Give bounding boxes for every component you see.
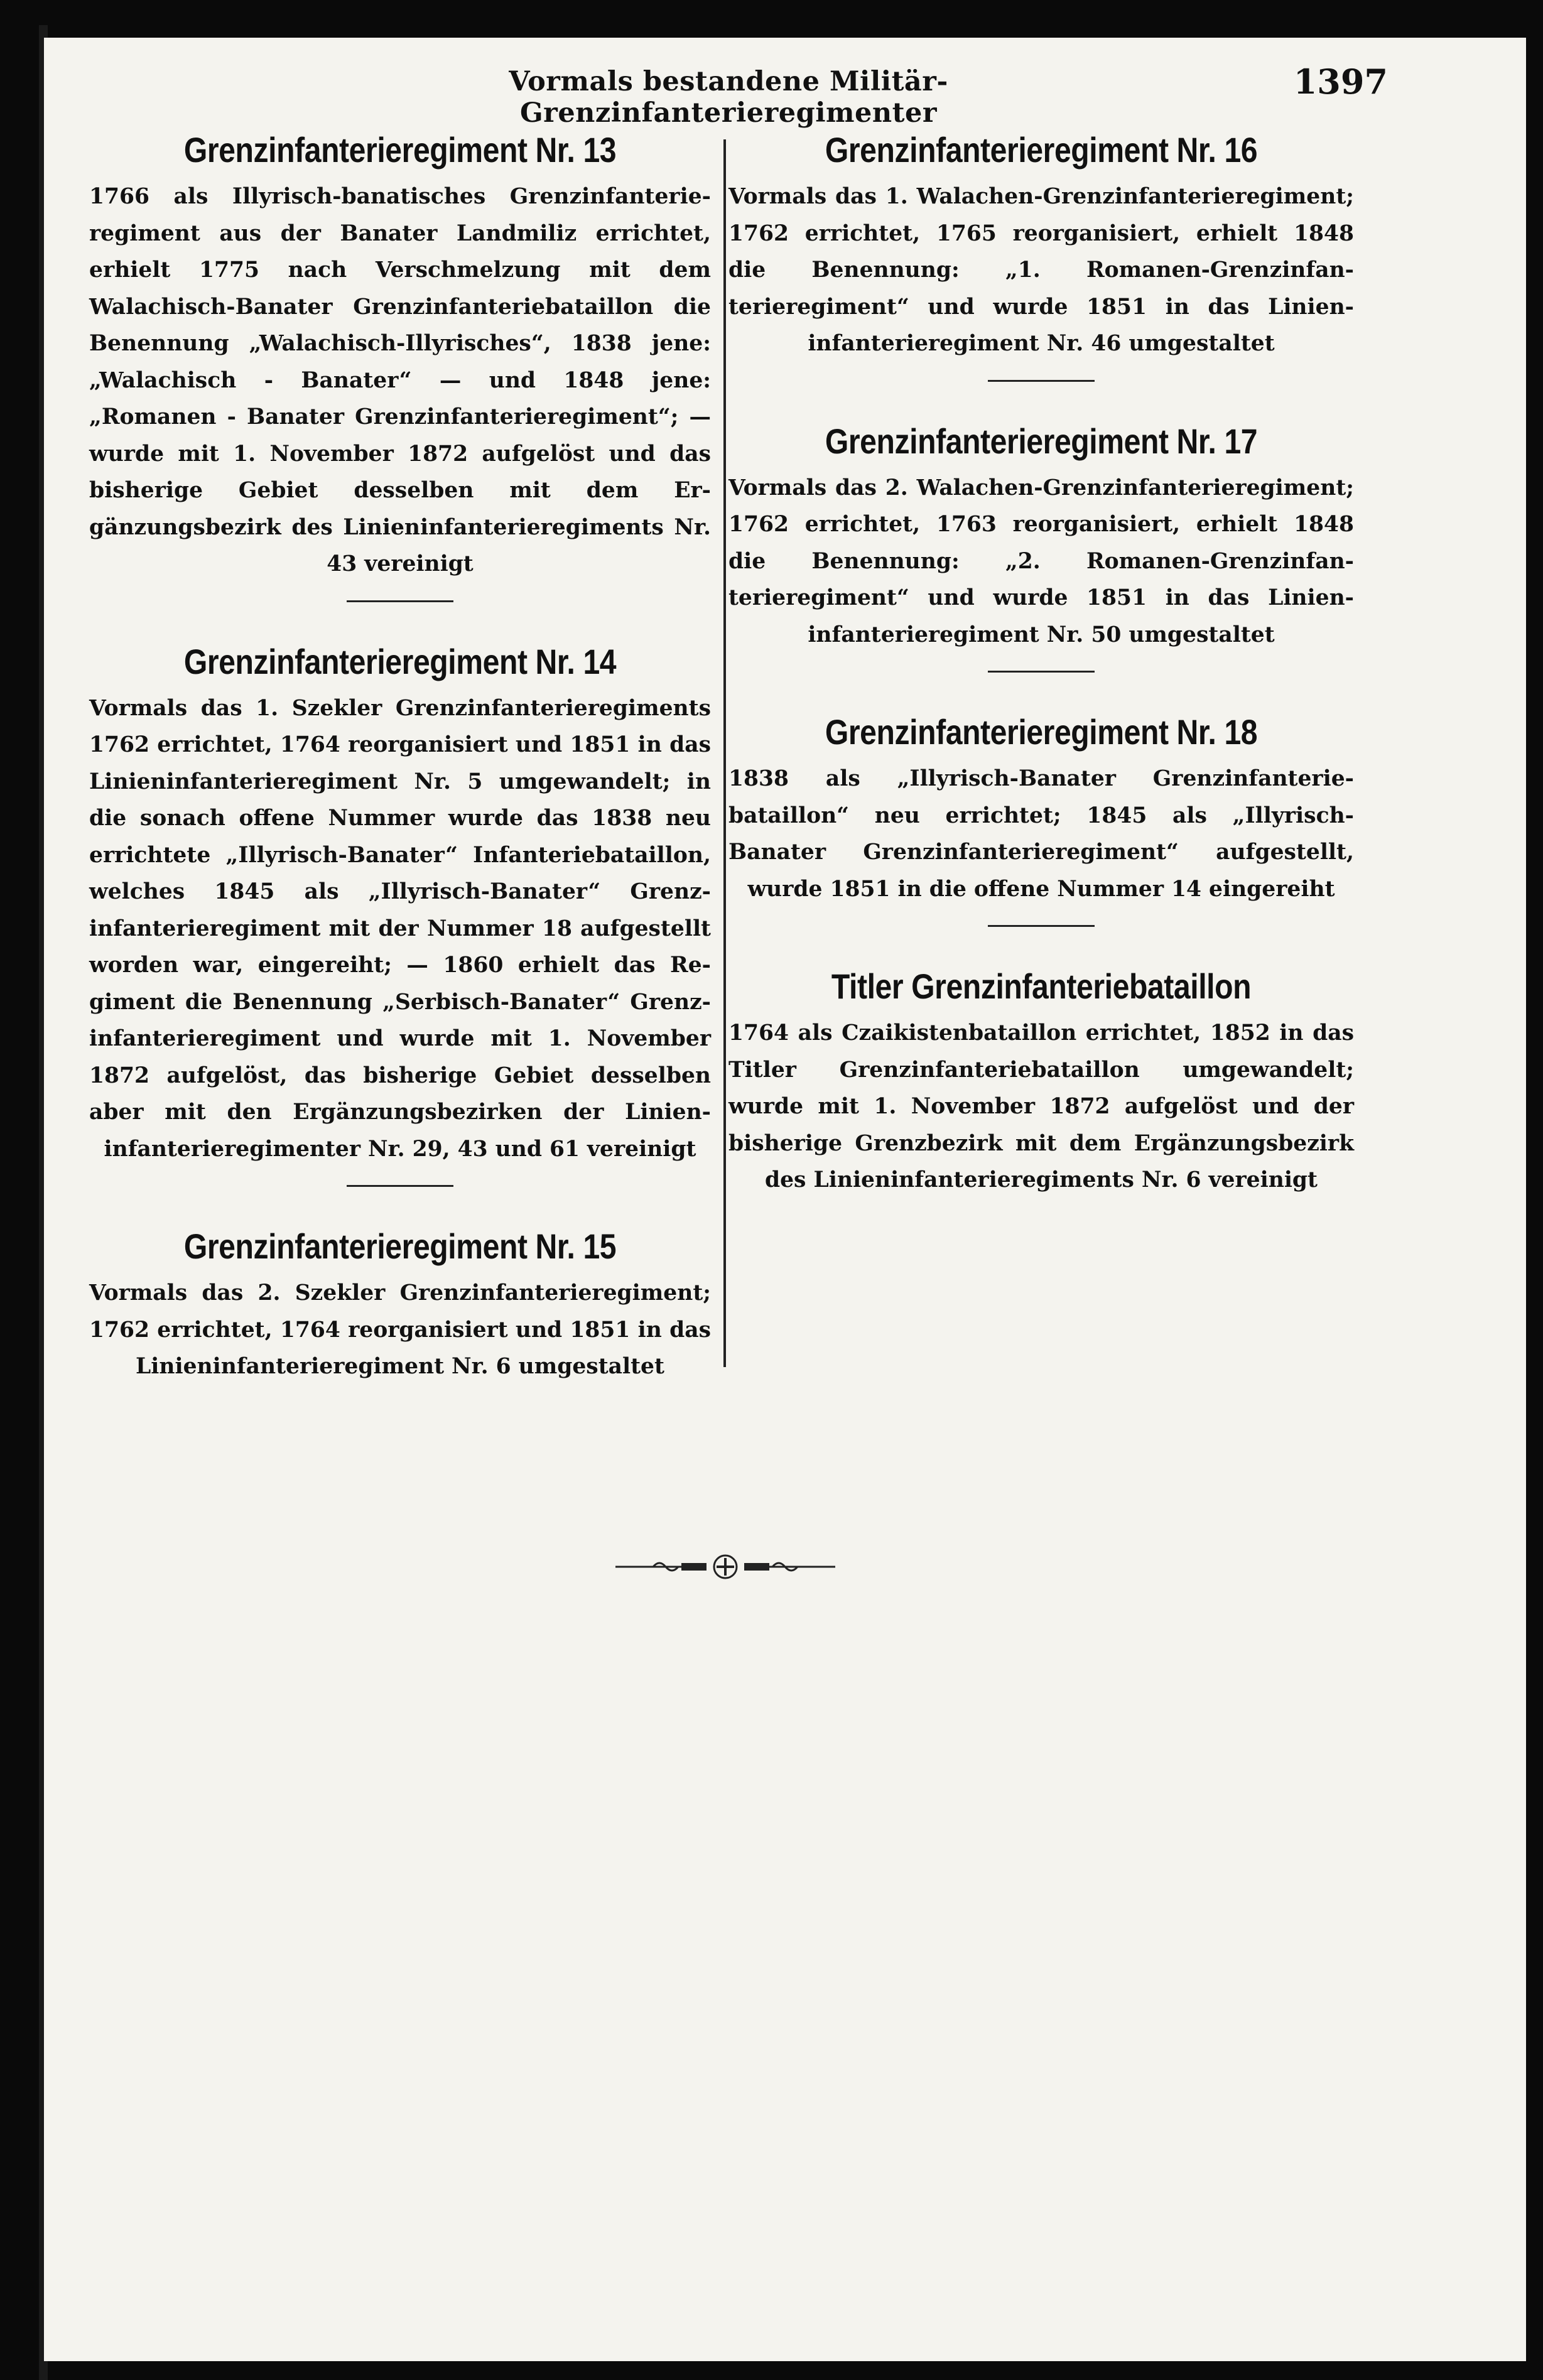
- left-column: [89, 126, 711, 1385]
- section-regiment-14: [89, 637, 711, 1187]
- section-rule: [988, 925, 1095, 927]
- section-text: 1764 als Czaikistenbataillon errichtet, 1852 in das Titler Grenzinfanteriebataillon umgewandelt; wurde mit 1. November 1872 aufgelöst und der bisherige Grenzbezirk mit dem Ergänzungsbezirk des Linieninfanterieregiments Nr. 6 vereinigt: [728, 1020, 1354, 1193]
- section-rule: [988, 380, 1095, 382]
- section-text: 1838 als „Illyrisch-Banater Grenzinfanteriebataillon“ neu errichtet; 1845 als „Illyrisch-Banater Grenzinfanterieregiment“ aufgestellt, wurde 1851 in die offene Nummer 14 eingereiht: [728, 766, 1354, 902]
- section-regiment-15: [89, 1222, 711, 1385]
- section-regiment-18: [728, 708, 1354, 927]
- right-column: [728, 126, 1354, 1199]
- section-heading: Titler Grenzinfanteriebataillon: [831, 966, 1252, 1006]
- section-rule: [347, 1185, 453, 1187]
- section-regiment-13: [89, 126, 711, 602]
- section-rule: [988, 671, 1095, 673]
- section-heading: Grenzinfanterieregiment Nr. 17: [825, 421, 1258, 461]
- section-heading: Grenzinfanterieregiment Nr. 14: [183, 641, 617, 681]
- section-heading: Grenzinfanterieregiment Nr. 18: [825, 712, 1258, 752]
- end-ornament-icon: [615, 1554, 835, 1579]
- section-rule: [347, 600, 453, 602]
- running-title: Vormals bestandene Militär-Grenzinfanterieregimenter: [509, 66, 948, 129]
- section-heading: Grenzinfanterieregiment Nr. 16: [825, 130, 1258, 170]
- page-number: 1397: [1293, 62, 1388, 102]
- section-regiment-17: [728, 417, 1354, 673]
- section-text: Vormals das 2. Szekler Grenzinfanterieregiment; 1762 errichtet, 1764 reorganisiert und 1851 in das Linieninfanterieregiment Nr. 6 umgestaltet: [89, 1280, 711, 1379]
- section-titler-bataillon: [728, 962, 1354, 1199]
- section-regiment-16: [728, 126, 1354, 382]
- section-text: Vormals das 2. Walachen-Grenzinfanterieregiment; 1762 errichtet, 1763 reorganisiert, erhielt 1848 die Benennung: „2. Romanen-Grenzinfanterieregiment“ und wurde 1851 in das Linieninfanterieregiment Nr. 50 umgestaltet: [728, 475, 1354, 647]
- section-text: Vormals das 1. Walachen-Grenzinfanterieregiment; 1762 errichtet, 1765 reorganisiert, erhielt 1848 die Benennung: „1. Romanen-Grenzinfanterieregiment“ und wurde 1851 in das Linieninfanterieregiment Nr. 46 umgestaltet: [728, 184, 1354, 356]
- section-text: Vormals das 1. Szekler Grenzinfanterieregiments 1762 errichtet, 1764 reorganisiert und 1851 in das Linieninfanterieregiment Nr. 5 umgewandelt; in die sonach offene Nummer wurde das 1838 neu errichtete „Illyrisch-Banater“ Infanteriebataillon, welches 1845 als „Illyrisch-Banater“ Grenzinfanterieregiment mit der Nummer 18 aufgestellt worden war, eingereiht; — 1860 erhielt das Regiment die Benennung „Serbisch-Banater“ Grenzinfanterieregiment und wurde mit 1. November 1872 aufgelöst, das bisherige Gebiet desselben aber mit den Ergänzungsbezirken der Linieninfanterieregimenter Nr. 29, 43 und 61 vereinigt: [89, 695, 711, 1162]
- section-heading: Grenzinfanterieregiment Nr. 13: [183, 130, 617, 170]
- section-text: 1766 als Illyrisch-banatisches Grenzinfanterieregiment aus der Banater Landmiliz errichtet, erhielt 1775 nach Verschmelzung mit dem Walachisch-Banater Grenzinfanteriebataillon die Benennung „Walachisch-Illyrisches“, 1838 jene: „Walachisch - Banater“ — und 1848 jene: „Romanen - Banater Grenzinfanterieregiment“; — wurde mit 1. November 1872 aufgelöst und das bisherige Gebiet desselben mit dem Ergänzungsbezirk des Linieninfanterieregiments Nr. 43 vereinigt: [89, 184, 711, 576]
- section-heading: Grenzinfanterieregiment Nr. 15: [183, 1226, 617, 1266]
- column-divider: [723, 139, 726, 1367]
